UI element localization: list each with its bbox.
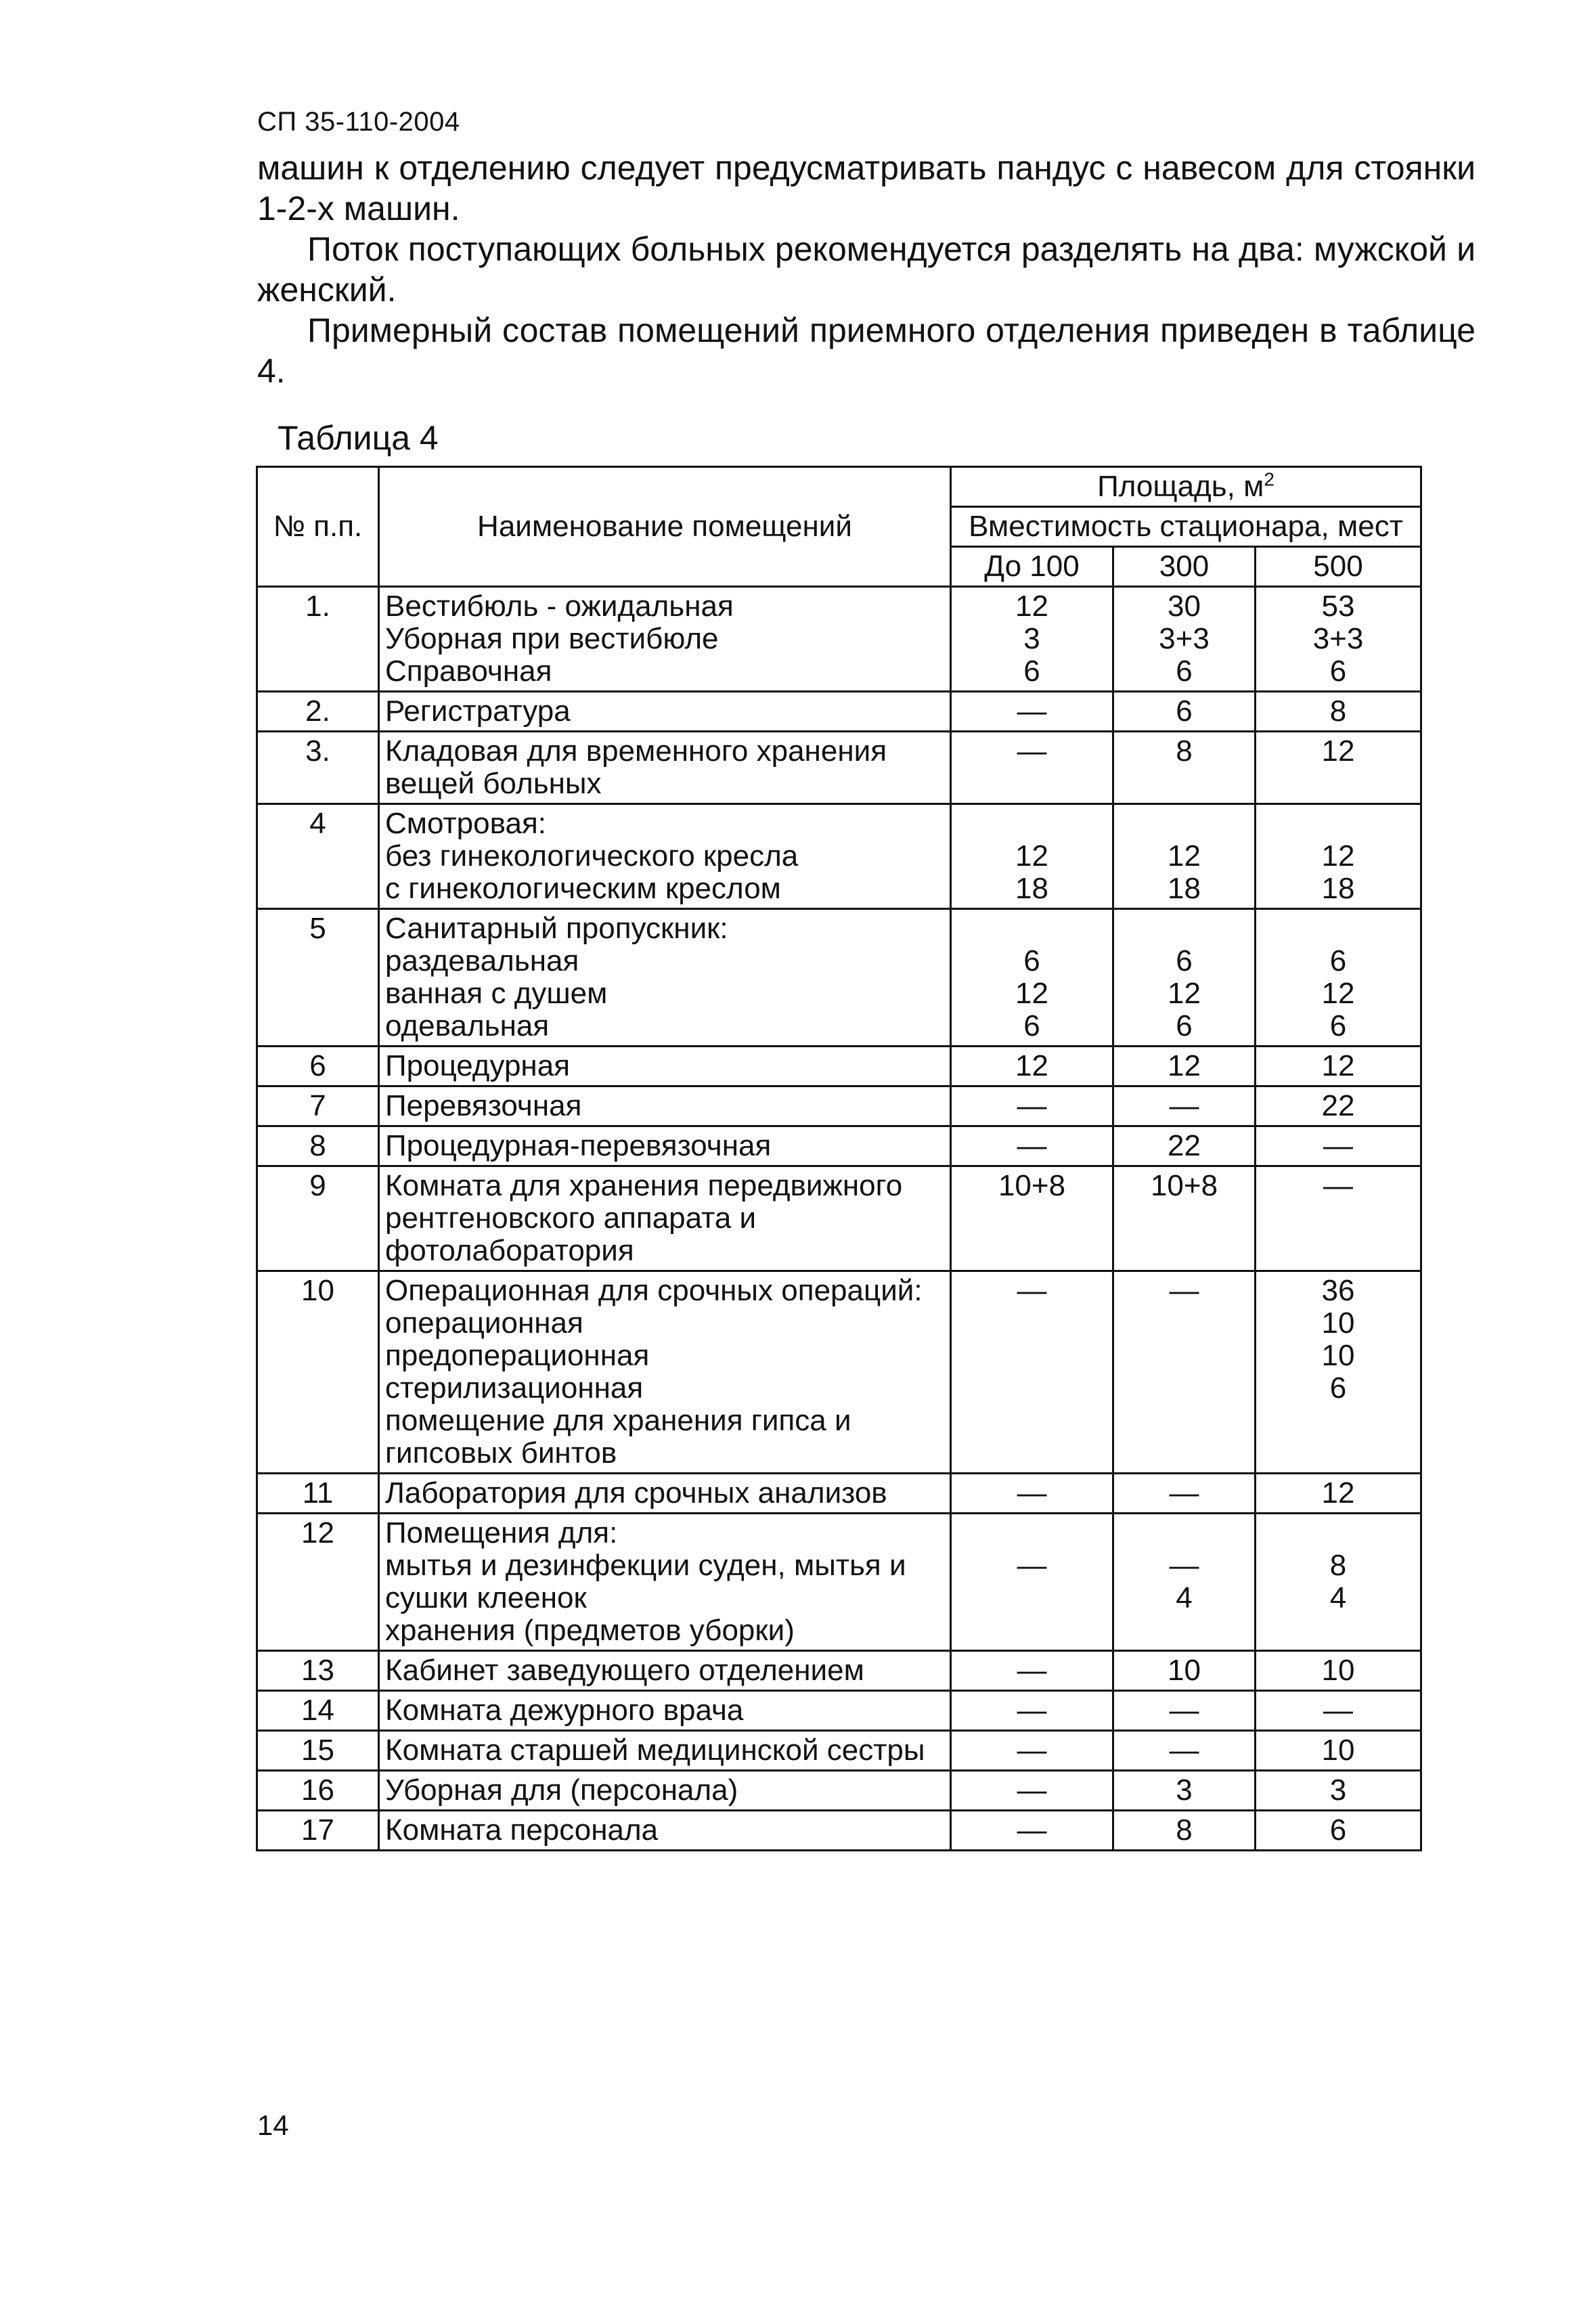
area-v300 xyxy=(1113,1086,1256,1126)
row-number: 3. xyxy=(257,732,379,804)
table-row xyxy=(257,1811,1421,1851)
room-name-line: Комната персонала xyxy=(385,1813,659,1847)
area-value xyxy=(1262,1517,1415,1549)
room-name-line: Процедурная-перевязочная xyxy=(385,1129,772,1162)
area-v500 xyxy=(1256,1047,1421,1086)
area-v100 xyxy=(951,1047,1113,1086)
area-value: 12 xyxy=(1168,839,1201,873)
room-name xyxy=(379,1691,951,1731)
room-name-line: раздевальная xyxy=(385,944,579,977)
table-row xyxy=(257,1691,1421,1731)
table-row xyxy=(257,692,1421,732)
area-v500 xyxy=(1256,1474,1421,1514)
area-value: — xyxy=(1017,1813,1047,1847)
area-value: — xyxy=(1017,1774,1047,1807)
table-row xyxy=(257,1047,1421,1086)
area-value xyxy=(1120,808,1249,840)
table-row xyxy=(257,1474,1421,1514)
area-value: 8 xyxy=(1176,734,1193,768)
room-name-line: Уборная при вестибюле xyxy=(385,622,719,655)
paragraph-patient-flow: Поток поступающих больных рекомендуется разделять на два: мужской и женский. xyxy=(257,230,1476,309)
room-name-line: Комната старшей медицинской сестры xyxy=(385,1734,925,1767)
header-num: № п.п. xyxy=(257,467,379,587)
room-name-line: Регистратура xyxy=(385,695,571,728)
area-value: 12 xyxy=(1015,977,1048,1010)
area-v100 xyxy=(951,1086,1113,1126)
table-row xyxy=(257,1771,1421,1811)
area-value: — xyxy=(1017,1654,1047,1687)
row-number: 2. xyxy=(257,692,379,732)
area-v500 xyxy=(1256,909,1421,1047)
area-value: 6 xyxy=(1176,695,1193,728)
table-row xyxy=(257,1271,1421,1474)
area-value: 8 xyxy=(1329,695,1347,728)
area-v300 xyxy=(1113,1811,1256,1851)
room-name xyxy=(379,1166,951,1271)
area-value: 30 xyxy=(1168,590,1201,623)
area-value xyxy=(957,912,1107,945)
area-value: 36 xyxy=(1321,1274,1355,1307)
area-value: — xyxy=(1323,1129,1354,1162)
room-name-line: операционная xyxy=(385,1306,583,1340)
area-v300 xyxy=(1113,1514,1256,1651)
row-number: 8 xyxy=(257,1126,379,1166)
area-v300 xyxy=(1113,1771,1256,1811)
room-name xyxy=(379,1811,951,1851)
header-area-label: Площадь, м xyxy=(1097,470,1264,503)
area-value: 6 xyxy=(1176,944,1193,977)
room-name-line: Уборная для (персонала) xyxy=(385,1774,738,1807)
table-row xyxy=(257,909,1421,1047)
area-value: 4 xyxy=(1176,1581,1193,1614)
area-value: 10+8 xyxy=(998,1169,1066,1202)
area-v100 xyxy=(951,587,1113,692)
table-body xyxy=(257,587,1421,1851)
area-value xyxy=(957,808,1107,840)
room-name xyxy=(379,804,951,909)
area-v500 xyxy=(1256,1691,1421,1731)
area-value: — xyxy=(1169,1734,1199,1767)
area-value xyxy=(1262,912,1415,945)
room-name xyxy=(379,1126,951,1166)
area-v300 xyxy=(1113,1474,1256,1514)
header-capacity: Вместимость стационара, мест xyxy=(951,507,1421,547)
area-v500 xyxy=(1256,1166,1421,1271)
header-col-500: 500 xyxy=(1256,547,1421,587)
area-value: 53 xyxy=(1321,590,1355,623)
area-v300 xyxy=(1113,909,1256,1047)
area-v300 xyxy=(1113,1271,1256,1474)
area-v300 xyxy=(1113,732,1256,804)
room-name xyxy=(379,1651,951,1691)
area-v300 xyxy=(1113,1166,1256,1271)
area-value: — xyxy=(1017,1089,1047,1122)
area-value: 6 xyxy=(1329,1813,1347,1847)
room-name xyxy=(379,1474,951,1514)
area-v300 xyxy=(1113,692,1256,732)
area-v300 xyxy=(1113,1691,1256,1731)
document-code: СП 35-110-2004 xyxy=(257,107,460,137)
row-number: 1. xyxy=(257,587,379,692)
area-value: — xyxy=(1169,1694,1199,1727)
room-name-line: с гинекологическим креслом xyxy=(385,872,781,905)
area-value: — xyxy=(1017,1476,1047,1510)
row-number: 15 xyxy=(257,1731,379,1771)
header-col-100: До 100 xyxy=(951,547,1113,587)
row-number: 12 xyxy=(257,1514,379,1651)
area-value: — xyxy=(1169,1476,1199,1510)
area-value: 22 xyxy=(1321,1089,1355,1122)
room-name xyxy=(379,1731,951,1771)
area-value: 3+3 xyxy=(1312,622,1364,655)
room-name-line: Лаборатория для срочных анализов xyxy=(385,1476,887,1510)
area-value: 12 xyxy=(1321,1476,1355,1510)
row-number: 11 xyxy=(257,1474,379,1514)
row-number: 9 xyxy=(257,1166,379,1271)
room-name-line: мытья и дезинфекции суден, мытья и сушки клеенок xyxy=(385,1549,906,1614)
area-value: 3 xyxy=(1176,1774,1193,1807)
area-v100 xyxy=(951,1691,1113,1731)
area-value: — xyxy=(1017,1734,1047,1767)
table-row xyxy=(257,587,1421,692)
area-v100 xyxy=(951,1166,1113,1271)
area-v300 xyxy=(1113,587,1256,692)
area-value: — xyxy=(1017,1274,1047,1307)
room-name xyxy=(379,732,951,804)
area-value: 6 xyxy=(1329,944,1347,977)
area-value: 6 xyxy=(1329,1371,1347,1405)
area-value: — xyxy=(1323,1169,1354,1202)
area-value: 12 xyxy=(1321,977,1355,1010)
area-value: — xyxy=(1169,1274,1199,1307)
area-v100 xyxy=(951,909,1113,1047)
room-name xyxy=(379,1771,951,1811)
room-name-line: Кладовая для временного хранения вещей больных xyxy=(385,734,887,800)
area-value: 6 xyxy=(1329,1009,1347,1042)
area-value: 12 xyxy=(1321,1049,1355,1082)
area-v500 xyxy=(1256,1771,1421,1811)
area-v500 xyxy=(1256,1811,1421,1851)
room-name-line: стерилизационная xyxy=(385,1371,644,1405)
room-name-line: ванная с душем xyxy=(385,977,608,1010)
area-v500 xyxy=(1256,732,1421,804)
area-v100 xyxy=(951,1651,1113,1691)
area-v100 xyxy=(951,1271,1113,1474)
area-value: 8 xyxy=(1329,1549,1347,1582)
room-name-line: Комната для хранения передвижного рентгеновского аппарата и фотолаборатория xyxy=(385,1169,903,1267)
room-name-line: Комната дежурного врача xyxy=(385,1694,744,1727)
area-v500 xyxy=(1256,1731,1421,1771)
room-name xyxy=(379,692,951,732)
area-value: — xyxy=(1017,734,1047,768)
area-value: 3 xyxy=(1329,1774,1347,1807)
area-v100 xyxy=(951,1811,1113,1851)
room-name-line: Перевязочная xyxy=(385,1089,582,1122)
area-value: 12 xyxy=(1015,590,1048,623)
room-name-line: помещение для хранения гипса и гипсовых бинтов xyxy=(385,1404,851,1470)
row-number: 5 xyxy=(257,909,379,1047)
room-name-line: одевальная xyxy=(385,1009,550,1042)
area-v100 xyxy=(951,1731,1113,1771)
area-value: 12 xyxy=(1168,1049,1201,1082)
area-value: 6 xyxy=(1023,655,1040,688)
area-v300 xyxy=(1113,1731,1256,1771)
area-v500 xyxy=(1256,804,1421,909)
room-name-line: Помещения для: xyxy=(385,1516,618,1549)
room-name-line: Смотровая: xyxy=(385,807,547,840)
area-v100 xyxy=(951,804,1113,909)
table-row xyxy=(257,732,1421,804)
area-value: 12 xyxy=(1321,734,1355,768)
area-v100 xyxy=(951,1771,1113,1811)
area-value: 10 xyxy=(1321,1306,1355,1340)
room-name xyxy=(379,1047,951,1086)
room-name xyxy=(379,587,951,692)
row-number: 13 xyxy=(257,1651,379,1691)
room-name-line: Кабинет заведующего отделением xyxy=(385,1654,864,1687)
area-value: 12 xyxy=(1168,977,1201,1010)
room-name xyxy=(379,1086,951,1126)
area-v500 xyxy=(1256,1514,1421,1651)
row-number: 4 xyxy=(257,804,379,909)
page-number: 14 xyxy=(257,2109,289,2141)
area-v300 xyxy=(1113,804,1256,909)
area-v100 xyxy=(951,1126,1113,1166)
table-row xyxy=(257,1651,1421,1691)
room-name-line: Санитарный пропускник: xyxy=(385,912,728,945)
room-name-line: предоперационная xyxy=(385,1339,650,1372)
area-value: 12 xyxy=(1321,839,1355,873)
area-value: 12 xyxy=(1015,839,1048,873)
area-value: 6 xyxy=(1176,1009,1193,1042)
area-value: 18 xyxy=(1168,872,1201,905)
area-value: 10 xyxy=(1321,1734,1355,1767)
room-name xyxy=(379,1514,951,1651)
room-name-line: без гинекологического кресла xyxy=(385,839,799,873)
area-v300 xyxy=(1113,1047,1256,1086)
header-area xyxy=(951,467,1421,507)
area-value: — xyxy=(1017,1549,1047,1582)
room-name-line: Вестибюль - ожидальная xyxy=(385,590,734,623)
row-number: 16 xyxy=(257,1771,379,1811)
room-name-line: Справочная xyxy=(385,655,552,688)
table-row xyxy=(257,1086,1421,1126)
area-v500 xyxy=(1256,692,1421,732)
area-value: — xyxy=(1169,1549,1199,1582)
area-value: 6 xyxy=(1329,655,1347,688)
area-value: 10 xyxy=(1168,1654,1201,1687)
area-v500 xyxy=(1256,1651,1421,1691)
table-row xyxy=(257,1126,1421,1166)
area-v100 xyxy=(951,1514,1113,1651)
row-number: 10 xyxy=(257,1271,379,1474)
header-col-300: 300 xyxy=(1113,547,1256,587)
area-value: 22 xyxy=(1168,1129,1201,1162)
room-name xyxy=(379,1271,951,1474)
area-v500 xyxy=(1256,587,1421,692)
area-value: — xyxy=(1017,695,1047,728)
area-v300 xyxy=(1113,1651,1256,1691)
area-value: 3+3 xyxy=(1159,622,1210,655)
area-v500 xyxy=(1256,1271,1421,1474)
area-value: — xyxy=(1323,1694,1354,1727)
header-area-sup: 2 xyxy=(1264,468,1274,490)
table-row xyxy=(257,1166,1421,1271)
rooms-table xyxy=(256,466,1422,1851)
area-value xyxy=(1120,912,1249,945)
area-value: 4 xyxy=(1329,1581,1347,1614)
room-name-line: Операционная для срочных операций: xyxy=(385,1274,923,1307)
area-value: 10 xyxy=(1321,1339,1355,1372)
area-v100 xyxy=(951,692,1113,732)
table-caption: Таблица 4 xyxy=(278,419,439,457)
table-row xyxy=(257,1731,1421,1771)
row-number: 17 xyxy=(257,1811,379,1851)
room-name-line: хранения (предметов уборки) xyxy=(385,1614,795,1647)
header-name: Наименование помещений xyxy=(379,467,951,587)
area-v500 xyxy=(1256,1126,1421,1166)
room-name xyxy=(379,909,951,1047)
area-value: — xyxy=(1169,1089,1199,1122)
room-name-line: Процедурная xyxy=(385,1049,571,1082)
table-row xyxy=(257,1514,1421,1651)
area-value: 10+8 xyxy=(1150,1169,1218,1202)
area-value xyxy=(957,1517,1107,1549)
row-number: 7 xyxy=(257,1086,379,1126)
table-row xyxy=(257,804,1421,909)
row-number: 6 xyxy=(257,1047,379,1086)
paragraph-table-reference: Примерный состав помещений приемного отделения приведен в таблице 4. xyxy=(257,311,1476,390)
area-value: 3 xyxy=(1023,622,1040,655)
area-value: — xyxy=(1017,1694,1047,1727)
area-value xyxy=(1120,1517,1249,1549)
area-value: 6 xyxy=(1023,944,1040,977)
area-v500 xyxy=(1256,1086,1421,1126)
area-value: 18 xyxy=(1321,872,1355,905)
area-value: 8 xyxy=(1176,1813,1193,1847)
area-value: 6 xyxy=(1023,1009,1040,1042)
area-v100 xyxy=(951,1474,1113,1514)
area-v300 xyxy=(1113,1126,1256,1166)
area-value: — xyxy=(1017,1129,1047,1162)
paragraph-ramp: машин к отделению следует предусматривать пандус с навесом для стоянки 1-2-х машин. xyxy=(257,149,1476,227)
row-number: 14 xyxy=(257,1691,379,1731)
area-v100 xyxy=(951,732,1113,804)
area-value: 18 xyxy=(1015,872,1048,905)
area-value: 6 xyxy=(1176,655,1193,688)
area-value: 10 xyxy=(1321,1654,1355,1687)
area-value: 12 xyxy=(1015,1049,1048,1082)
area-value xyxy=(1262,808,1415,840)
